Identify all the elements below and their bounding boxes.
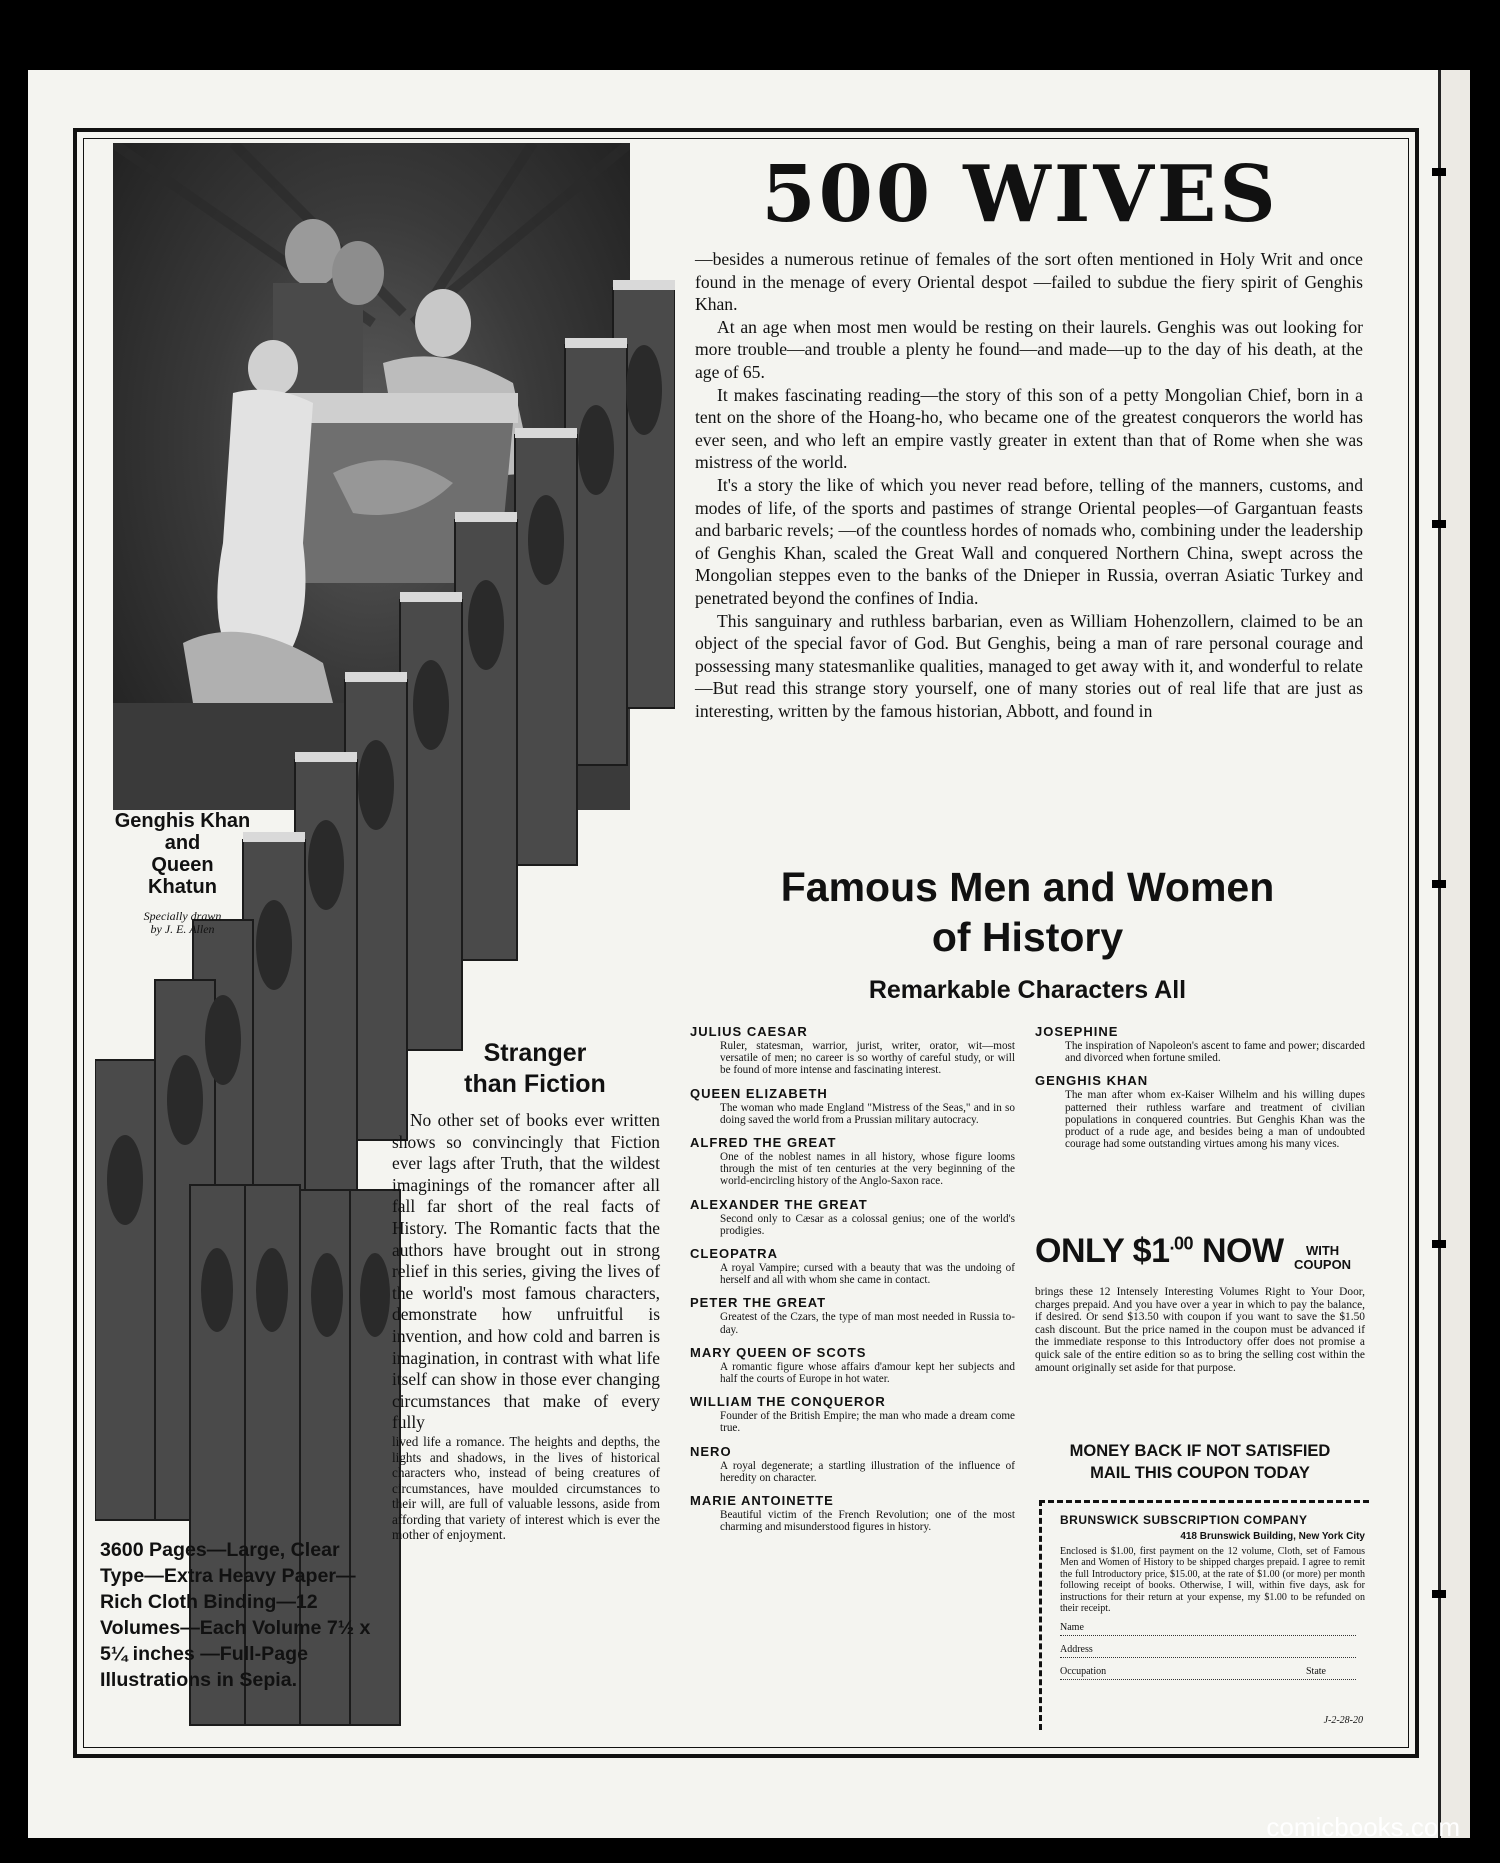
character-name: JOSEPHINE <box>1035 1024 1119 1039</box>
series-title-line: Famous Men and Women <box>780 864 1275 910</box>
character-entry <box>690 1023 1015 1077</box>
character-entry <box>690 1085 1015 1126</box>
character-desc: Beautiful victim of the French Revolution; one of the most charming and misunderstood figures in history. <box>720 1509 1015 1534</box>
binding-mark <box>1432 1590 1446 1598</box>
character-name: ALEXANDER THE GREAT <box>690 1196 868 1212</box>
caption-line: Genghis Khan <box>114 810 251 832</box>
intro-paragraph: This sanguinary and ruthless barbarian, even as William Hohenzollern, claimed to be an object of the special favor of God. But Genghis, being a man of rare personal courage and possessing many statesmanlike qualities, managed to get away with it, and wonderful to relate—But read this strange story yourself, one of many stories out of real life that are just as interesting, written by the famous historian, Abbott, and found in <box>695 610 1363 721</box>
intro-paragraph: —besides a numerous retinue of females of the sort often mentioned in Holy Writ and once found in the menage of every Oriental despot —failed to subdue the fiery spirit of Genghis Khan. <box>695 249 1363 315</box>
page-spine <box>1438 70 1470 1838</box>
character-desc: Greatest of the Czars, the type of man most needed in Russia to-day. <box>720 1311 1015 1336</box>
credit-line: by J. E. Allen <box>150 922 215 936</box>
intro-text <box>695 248 1363 722</box>
series-title <box>690 862 1365 962</box>
stranger-text <box>392 1110 660 1543</box>
offer-price-cents: .00 <box>1169 1233 1194 1254</box>
characters-list-right <box>1035 1023 1365 1158</box>
occupation-label: Occupation <box>1060 1666 1107 1678</box>
character-desc: The inspiration of Napoleon's ascent to fame and power; discarded and divorced when fortune smiled. <box>1065 1040 1365 1065</box>
character-name: ALFRED THE GREAT <box>690 1135 837 1151</box>
intro-paragraph: At an age when most men would be resting on their laurels. Genghis was out looking for more trouble—and trouble a plenty he found—and made—up to the day of his death, at the age of 65. <box>695 316 1363 382</box>
characters-list-left <box>690 1023 1015 1541</box>
stranger-heading <box>430 1038 640 1100</box>
illustration-credit <box>95 910 270 936</box>
state-label: State <box>1306 1666 1326 1678</box>
character-desc: The man after whom ex-Kaiser Wilhelm and his willing dupes patterned their ruthless warfare and treatment of civilian populations in conquered countries. But Genghis Khan was the product of a rude age, and besides being a man of undoubted courage had some outstanding virtues among his many vices. <box>1065 1089 1365 1151</box>
scan-edge <box>1470 0 1500 1863</box>
character-desc: Second only to Cæsar as a colossal genius; one of the world's prodigies. <box>720 1212 1015 1237</box>
series-title-line: of History <box>931 914 1124 960</box>
stranger-body: No other set of books ever written shows so convincingly that Fiction ever lags after Truth, that the wildest imaginings of the romancer after all fall far short of the real facts of History. The Romantic facts that the authors have brought out in strong relief in this series, giving the lives of the world's most famous characters, demonstrate how unfruitful is invention, and how cold and barren is imagination, in contrast with what life itself can show in those ever changing circumstances that make of every fully <box>392 1110 660 1433</box>
character-name: PETER THE GREAT <box>690 1295 827 1311</box>
offer-text: brings these 12 Intensely Interesting Volumes Right to Your Door, charges prepaid. And you have over a year in which to pay the balance, if desired. Or send $13.50 with coupon if you want to save the $1.50 cash discount. But the price named in the coupon must be advanced if the immediate response to this Introductory offer does not promise a quick sale of the entire edition so as to bring the selling cost within the amount originally set aside for that purpose. <box>1035 1286 1365 1374</box>
character-desc: A royal Vampire; cursed with a beauty that was the undoing of herself and all with whom she came in contact. <box>720 1262 1015 1287</box>
stranger-heading-line: Stranger <box>483 1039 587 1067</box>
character-name: QUEEN ELIZABETH <box>690 1085 828 1101</box>
stranger-body-small: lived life a romance. The heights and depths, the lights and shadows, in the lives of historical characters who, instead of being creatures of circumstances, have moulded circumstances to their will, are full of valuable lessons, aside from affording that variety of interest which is ever the mother of enjoyment. <box>392 1433 660 1543</box>
offer-price <box>1035 1232 1284 1271</box>
character-name: JULIUS CAESAR <box>690 1024 808 1039</box>
character-entry <box>1035 1023 1365 1064</box>
character-name: CLEOPATRA <box>690 1246 778 1262</box>
offer-price-main: ONLY $1 <box>1035 1232 1170 1270</box>
character-entry <box>690 1393 1015 1434</box>
caption-line: Queen <box>151 854 214 876</box>
binding-mark <box>1432 1240 1446 1248</box>
character-desc: A romantic figure whose affairs d'amour kept her subjects and half the courts of Europe in hot water. <box>720 1360 1015 1386</box>
binding-mark <box>1432 880 1446 888</box>
price-offer <box>1035 1232 1365 1272</box>
money-back-line: MONEY BACK IF NOT SATISFIED <box>1069 1442 1331 1460</box>
character-entry <box>690 1245 1015 1286</box>
address-label: Address <box>1060 1644 1093 1656</box>
with-word: WITH <box>1305 1242 1340 1258</box>
book-specs: 3600 Pages—Large, Clear Type—Extra Heavy Paper—Rich Cloth Binding—12 Volumes—Each Volume 7½ x 5¼ inches —Full-Page Illustrations in Sepia. <box>100 1539 371 1691</box>
credit-line: Specially drawn <box>143 909 222 923</box>
name-label: Name <box>1060 1622 1084 1634</box>
character-desc: Founder of the British Empire; the man who made a dream come true. <box>720 1410 1015 1435</box>
character-name: GENGHIS KHAN <box>1035 1073 1149 1089</box>
coupon-body: Enclosed is $1.00, first payment on the 12 volume, Cloth, set of Famous Men and Women of History to be shipped charges prepaid. I agree to remit the full Introductory price, $15.00, at the rate of $1.00 (or more) per month following receipt of books. Otherwise, I will, within five days, ask for instructions for their return at your expense, my $1.00 to be refunded on their receipt. <box>1060 1546 1365 1615</box>
coupon-word: COUPON <box>1294 1256 1352 1272</box>
character-name: MARIE ANTOINETTE <box>690 1493 834 1509</box>
character-desc: One of the noblest names in all history, whose figure looms through the mist of ten centuries at the very beginning of the world-encircling history of the Anglo-Saxon race. <box>720 1151 1015 1188</box>
character-entry <box>690 1196 1015 1237</box>
occupation-field[interactable] <box>1060 1666 1356 1680</box>
character-entry <box>690 1134 1015 1188</box>
source-watermark: comicbooks.com <box>1266 1812 1460 1842</box>
address-field[interactable] <box>1060 1644 1356 1658</box>
with-coupon-label <box>1294 1244 1351 1272</box>
binding-mark <box>1432 168 1446 176</box>
intro-paragraph: It's a story the like of which you never read before, telling of the manners, customs, and modes of life, of the sports and pastimes of strange Oriental peoples—of Gargantuan feasts and barbaric revels; —of the countless hordes of nomads who, combining under the leadership of Genghis Khan, scaled the Great Wall and conquered Northern China, swept across the Mongolian steppes even to the banks of the Dnieper in Russia, overran Asiatic Turkey and penetrated beyond the confines of India. <box>695 474 1363 608</box>
character-entry <box>690 1344 1015 1385</box>
stranger-heading-line: than Fiction <box>464 1070 606 1098</box>
headline: 500 WIVES <box>761 149 1279 240</box>
name-field[interactable] <box>1060 1622 1356 1636</box>
money-back-notice <box>1035 1440 1365 1484</box>
character-name: MARY QUEEN OF SCOTS <box>690 1344 867 1360</box>
binding-mark <box>1432 520 1446 528</box>
series-tagline: Remarkable Characters All <box>868 976 1187 1004</box>
coupon-company: BRUNSWICK SUBSCRIPTION COMPANY <box>1060 1513 1308 1527</box>
mail-coupon-line: MAIL THIS COUPON TODAY <box>1090 1464 1310 1482</box>
character-entry <box>690 1492 1015 1533</box>
character-desc: A royal degenerate; a startling illustration of the influence of heredity on character. <box>720 1459 1015 1484</box>
intro-paragraph: It makes fascinating reading—the story of this son of a petty Mongolian Chief, born in a tent on the shore of the Hoang-ho, who became one of the greatest conquerors the world has ever seen, and who left an empire vastly greater in extent than that of Rome when she was mistress of the world. <box>695 384 1363 473</box>
coupon-address: 418 Brunswick Building, New York City <box>1180 1531 1365 1542</box>
character-desc: Ruler, statesman, warrior, jurist, writer, orator, wit—most versatile of men; no career is so worthy of careful study, or will be found of more intense and fascinating interest. <box>720 1040 1015 1077</box>
coupon-code: J-2-28-20 <box>1323 1715 1363 1726</box>
illustration-caption <box>95 810 270 898</box>
caption-line: and <box>164 832 201 854</box>
character-name: WILLIAM THE CONQUEROR <box>690 1394 886 1410</box>
offer-now: NOW <box>1193 1232 1284 1270</box>
character-name: NERO <box>690 1443 732 1459</box>
order-coupon[interactable] <box>1039 1500 1369 1730</box>
character-entry <box>690 1443 1015 1484</box>
character-entry <box>690 1294 1015 1335</box>
character-desc: The woman who made England "Mistress of the Seas," and in so doing saved the world from a Prussian military autocracy. <box>720 1101 1015 1126</box>
character-entry <box>1035 1072 1365 1150</box>
caption-line: Khatun <box>148 876 217 898</box>
